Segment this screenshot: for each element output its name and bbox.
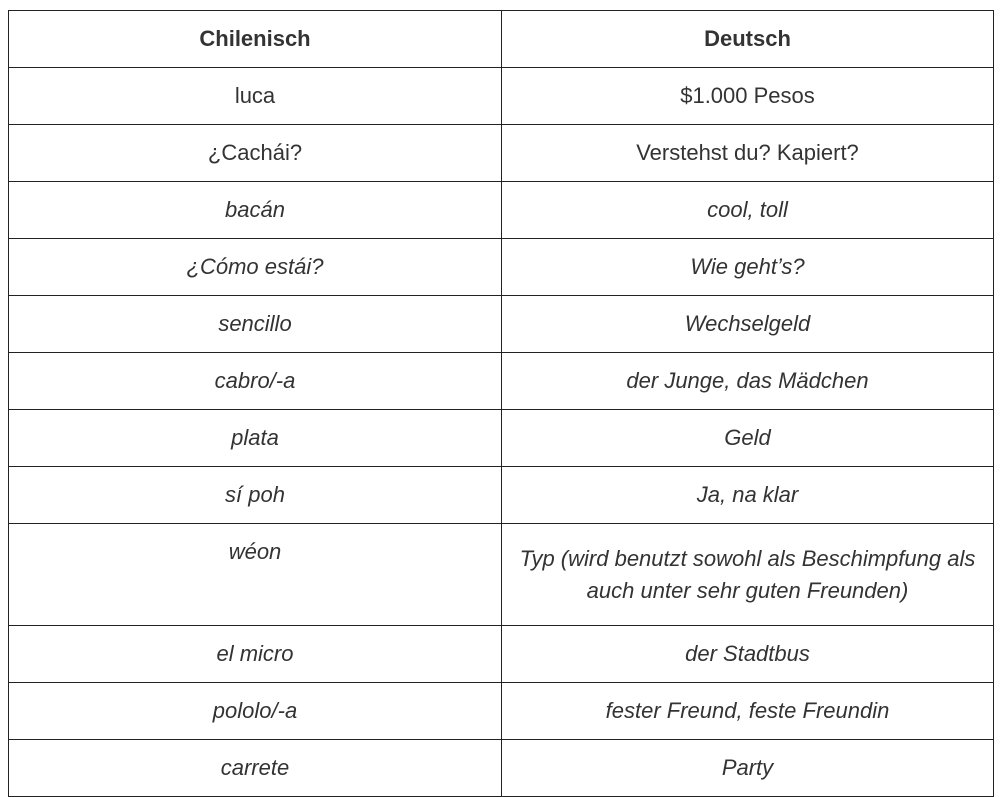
cell-deutsch: der Junge, das Mädchen bbox=[502, 353, 994, 410]
cell-chilenisch: luca bbox=[9, 68, 502, 125]
table-row bbox=[9, 410, 994, 467]
cell-deutsch: Wechselgeld bbox=[502, 296, 994, 353]
table-row bbox=[9, 353, 994, 410]
cell-chilenisch: cabro/-a bbox=[9, 353, 502, 410]
column-header-chilenisch: Chilenisch bbox=[9, 11, 502, 68]
cell-deutsch: Party bbox=[502, 740, 994, 797]
table-row bbox=[9, 182, 994, 239]
cell-chilenisch: wéon bbox=[9, 524, 502, 626]
cell-deutsch: Geld bbox=[502, 410, 994, 467]
cell-chilenisch: pololo/-a bbox=[9, 683, 502, 740]
cell-chilenisch: sencillo bbox=[9, 296, 502, 353]
table-row bbox=[9, 626, 994, 683]
cell-chilenisch: ¿Cómo estái? bbox=[9, 239, 502, 296]
cell-deutsch: Wie geht’s? bbox=[502, 239, 994, 296]
cell-deutsch: der Stadtbus bbox=[502, 626, 994, 683]
cell-deutsch: Ja, na klar bbox=[502, 467, 994, 524]
table-row bbox=[9, 125, 994, 182]
cell-chilenisch: carrete bbox=[9, 740, 502, 797]
cell-deutsch: Typ (wird benutzt sowohl als Beschimpfung als auch unter sehr guten Freunden) bbox=[502, 524, 994, 626]
cell-chilenisch: sí poh bbox=[9, 467, 502, 524]
table-header-row bbox=[9, 11, 994, 68]
cell-deutsch: cool, toll bbox=[502, 182, 994, 239]
cell-chilenisch: el micro bbox=[9, 626, 502, 683]
table-row bbox=[9, 683, 994, 740]
table-row bbox=[9, 524, 994, 626]
cell-deutsch: Verstehst du? Kapiert? bbox=[502, 125, 994, 182]
vocabulary-table bbox=[8, 10, 994, 797]
table-row bbox=[9, 296, 994, 353]
table-row bbox=[9, 68, 994, 125]
cell-chilenisch: plata bbox=[9, 410, 502, 467]
cell-chilenisch: bacán bbox=[9, 182, 502, 239]
column-header-deutsch: Deutsch bbox=[502, 11, 994, 68]
table-row bbox=[9, 467, 994, 524]
cell-chilenisch: ¿Cachái? bbox=[9, 125, 502, 182]
table-row bbox=[9, 740, 994, 797]
table-row bbox=[9, 239, 994, 296]
cell-deutsch: $1.000 Pesos bbox=[502, 68, 994, 125]
cell-deutsch: fester Freund, feste Freundin bbox=[502, 683, 994, 740]
